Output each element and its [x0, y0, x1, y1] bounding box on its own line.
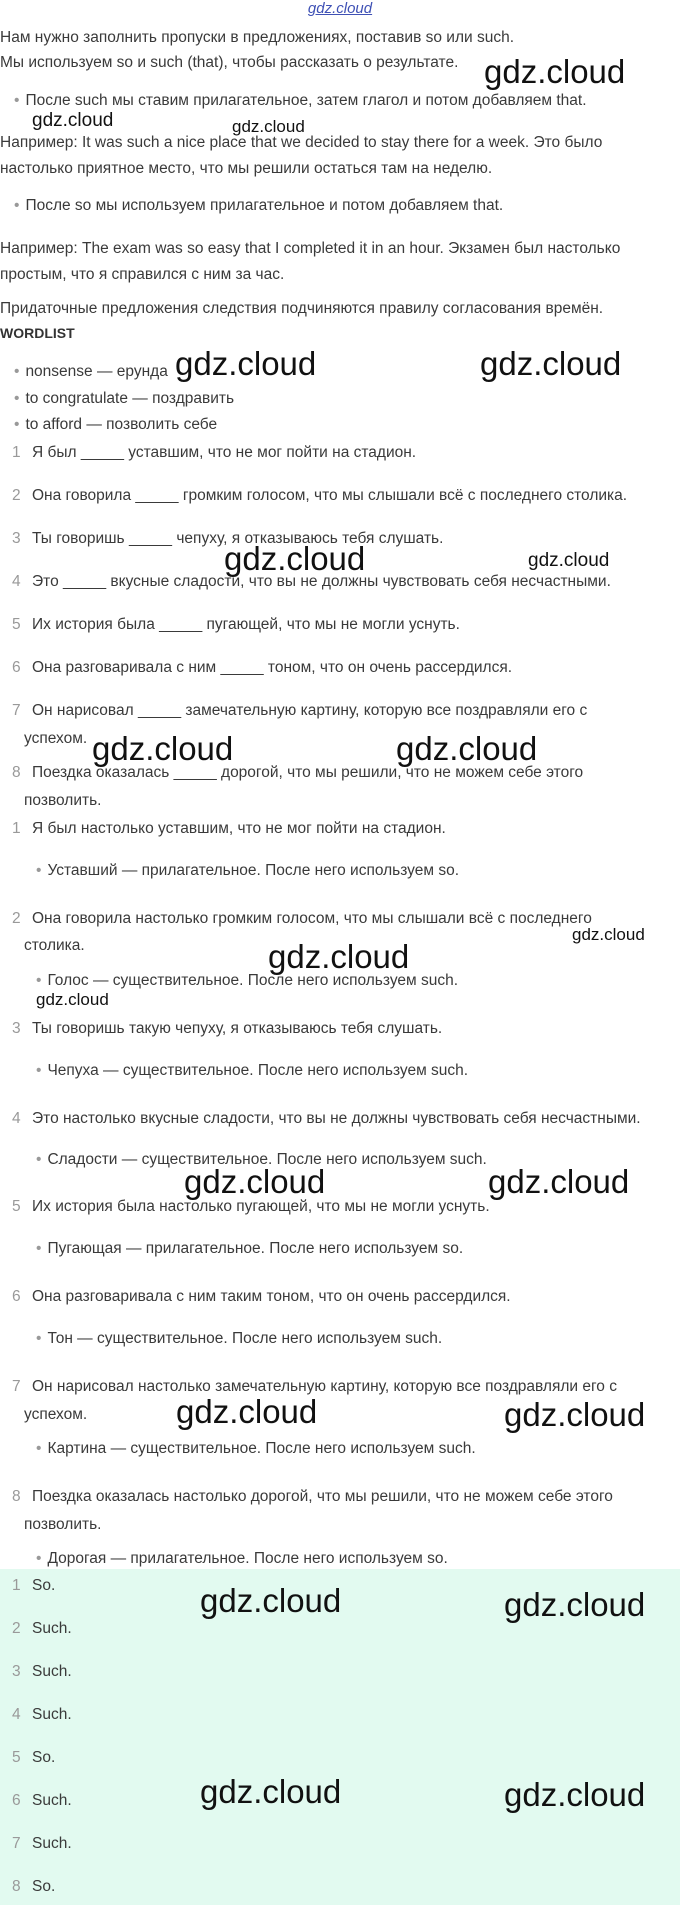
answer-text: Such.	[32, 1792, 72, 1809]
watermark: gdz.cloud	[396, 730, 538, 767]
answer-number: 5	[12, 1749, 21, 1766]
watermark: gdz.cloud	[504, 1776, 646, 1813]
exercise-text: Я был _____ уставшим, что не мог пойти на стадион.	[32, 444, 417, 461]
watermark: gdz.cloud	[572, 925, 645, 944]
explanation-note: • Уставший — прилагательное. После него используем so.	[36, 862, 459, 880]
exercise-text: Она говорила _____ громким голосом, что мы слышали всё с последнего столика.	[32, 487, 628, 504]
watermark: gdz.cloud	[484, 53, 626, 90]
exercise-text: Она разговаривала с ним _____ тоном, что он очень рассердился.	[32, 659, 513, 676]
explanation-note: • Сладости — существительное. После него используем such.	[36, 1151, 487, 1169]
exercise-text: Это _____ вкусные сладости, что вы не должны чувствовать себя несчастными.	[32, 573, 611, 590]
explanation-text: Поездка оказалась настолько дорогой, что мы решили, что не можем себе этого	[32, 1488, 613, 1505]
answer-number: 7	[12, 1835, 21, 1852]
explanation-note: • Картина — существительное. После него используем such.	[36, 1440, 476, 1458]
answer-text: Such.	[32, 1663, 72, 1680]
explanation-text: Это настолько вкусные сладости, что вы не должны чувствовать себя несчастными.	[32, 1110, 641, 1127]
explanation-number: 6	[12, 1288, 21, 1305]
watermark: gdz.cloud	[200, 1773, 342, 1810]
watermark: gdz.cloud	[175, 345, 317, 382]
watermark: gdz.cloud	[92, 730, 234, 767]
watermark: gdz.cloud	[224, 540, 366, 577]
explanation-number: 3	[12, 1020, 21, 1037]
watermark: gdz.cloud	[36, 990, 109, 1009]
example-so-line-2: простым, что я справился с ним за час.	[0, 266, 285, 283]
explanation-note: • Тон — существительное. После него используем such.	[36, 1330, 442, 1348]
explanation-text: Он нарисовал настолько замечательную картину, которую все поздравляли его с	[32, 1378, 617, 1395]
answer-number: 2	[12, 1620, 21, 1637]
exercise-number: 5	[12, 616, 21, 633]
watermark: gdz.cloud	[176, 1393, 318, 1430]
explanation-text: Ты говоришь такую чепуху, я отказываюсь тебя слушать.	[32, 1020, 443, 1037]
exercise-number: 8	[12, 764, 21, 781]
answer-number: 3	[12, 1663, 21, 1680]
exercise-number: 4	[12, 573, 21, 590]
exercise-number: 2	[12, 487, 21, 504]
exercise-text-cont: позволить.	[24, 792, 102, 809]
sequence-of-tenses-note: Придаточные предложения следствия подчиняются правилу согласования времён.	[0, 300, 604, 317]
explanation-text: Она разговаривала с ним таким тоном, что он очень рассердился.	[32, 1288, 511, 1305]
watermark: gdz.cloud	[184, 1163, 326, 1200]
exercise-text: Их история была _____ пугающей, что мы не могли уснуть.	[32, 616, 460, 633]
example-such-line-1: Например: It was such a nice place that we decided to stay there for a week. Это было	[0, 134, 603, 151]
explanation-note: • Пугающая — прилагательное. После него используем so.	[36, 1240, 463, 1258]
exercise-number: 6	[12, 659, 21, 676]
answer-text: So.	[32, 1878, 56, 1895]
explanation-text: Их история была настолько пугающей, что мы не могли уснуть.	[32, 1198, 490, 1215]
rule-such: • После such мы ставим прилагательное, затем глагол и потом добавляем that.	[14, 92, 587, 110]
intro-line-2: Мы используем so и such (that), чтобы рассказать о результате.	[0, 54, 459, 71]
exercise-number: 3	[12, 530, 21, 547]
exercise-number: 7	[12, 702, 21, 719]
watermark: gdz.cloud	[488, 1163, 630, 1200]
watermark: gdz.cloud	[480, 345, 622, 382]
example-so-line-1: Например: The exam was so easy that I completed it in an hour. Экзамен был настолько	[0, 240, 621, 257]
watermark: gdz.cloud	[528, 550, 610, 571]
exercise-text: Ты говоришь _____ чепуху, я отказываюсь тебя слушать.	[32, 530, 444, 547]
wordlist-item: • to afford — позволить себе	[14, 416, 217, 434]
explanation-number: 2	[12, 910, 21, 927]
watermark: gdz.cloud	[200, 1582, 342, 1619]
explanation-number: 8	[12, 1488, 21, 1505]
explanation-text-cont: успехом.	[24, 1406, 88, 1423]
answer-number: 1	[12, 1577, 21, 1594]
answer-text: So.	[32, 1749, 56, 1766]
watermark: gdz.cloud	[232, 117, 305, 136]
explanation-number: 1	[12, 820, 21, 837]
exercise-text-cont: успехом.	[24, 730, 88, 747]
watermark: gdz.cloud	[504, 1586, 646, 1623]
answer-text: Such.	[32, 1620, 72, 1637]
explanation-number: 5	[12, 1198, 21, 1215]
explanation-note: • Дорогая — прилагательное. После него используем so.	[36, 1550, 448, 1568]
answer-text: Such.	[32, 1706, 72, 1723]
explanation-text: Я был настолько уставшим, что не мог пойти на стадион.	[32, 820, 446, 837]
watermark: gdz.cloud	[268, 938, 410, 975]
rule-so: • После so мы используем прилагательное и потом добавляем that.	[14, 197, 503, 215]
explanation-text: Она говорила настолько громким голосом, что мы слышали всё с последнего	[32, 910, 592, 927]
example-such-line-2: настолько приятное место, что мы решили остаться там на неделю.	[0, 160, 493, 177]
answer-number: 6	[12, 1792, 21, 1809]
exercise-text: Поездка оказалась _____ дорогой, что мы решили, что не можем себе этого	[32, 764, 584, 781]
answer-text: So.	[32, 1577, 56, 1594]
exercise-text: Он нарисовал _____ замечательную картину, которую все поздравляли его с	[32, 702, 588, 719]
watermark: gdz.cloud	[32, 110, 114, 131]
wordlist-item: • nonsense — ерунда	[14, 363, 168, 381]
exercise-number: 1	[12, 444, 21, 461]
explanation-text-cont: столика.	[24, 937, 85, 954]
wordlist-heading: WORDLIST	[0, 325, 75, 341]
explanation-note: • Голос — существительное. После него используем such.	[36, 972, 458, 990]
answer-number: 8	[12, 1878, 21, 1895]
wordlist-item: • to congratulate — поздравить	[14, 390, 234, 408]
answer-number: 4	[12, 1706, 21, 1723]
intro-line-1: Нам нужно заполнить пропуски в предложениях, поставив so или such.	[0, 29, 514, 46]
explanation-number: 4	[12, 1110, 21, 1127]
explanation-note: • Чепуха — существительное. После него используем such.	[36, 1062, 468, 1080]
answer-text: Such.	[32, 1835, 72, 1852]
explanation-text-cont: позволить.	[24, 1516, 102, 1533]
top-watermark: gdz.cloud	[307, 0, 373, 17]
watermark: gdz.cloud	[504, 1396, 646, 1433]
explanation-number: 7	[12, 1378, 21, 1395]
